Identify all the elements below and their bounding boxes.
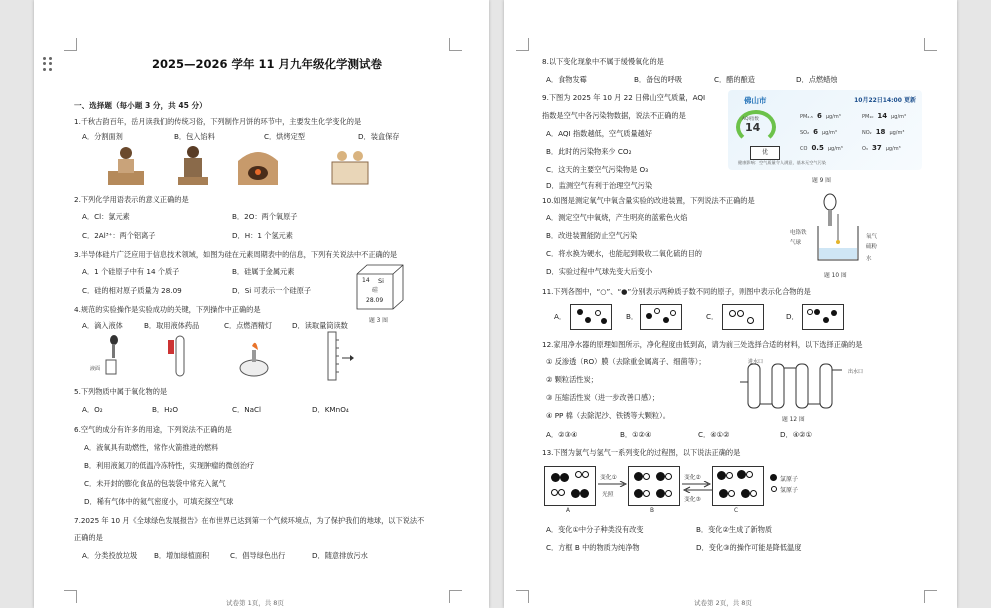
option-b: B．①②④	[620, 430, 652, 439]
aqi-gauge-label: AQI指数	[742, 117, 759, 122]
figure-caption: 题 3 图	[369, 318, 388, 324]
reaction-box-b	[628, 466, 680, 506]
crop-mark	[64, 38, 77, 51]
filter-item-3: ③ 压缩活性炭（进一步改善口感）；	[546, 393, 659, 402]
illustration-dough-cutting	[106, 143, 146, 187]
option-a: A．分类投放垃圾	[82, 551, 138, 560]
legend-chlorine: 氯原子	[780, 476, 799, 483]
figure-caption: 题 9 图	[812, 178, 831, 184]
option-d: D．稀有气体中的氦气密度小，可填充探空气球	[84, 497, 234, 506]
option-c: C．④①②	[698, 430, 730, 439]
option-a: A．分割面剂	[82, 132, 123, 141]
pollutant-pm25: PM₂.₅ 6 μg/m³	[800, 112, 841, 120]
crop-mark	[924, 590, 937, 603]
illustration-alcohol-lamp	[232, 336, 272, 378]
question-8-options	[546, 75, 886, 85]
option-c: C．醋的酿造	[714, 75, 755, 84]
question-5-stem: 5.下列物质中属于氧化物的是	[74, 387, 168, 396]
option-a: A．O₂	[82, 405, 103, 414]
atomic-mass: 28.09	[366, 297, 384, 304]
option-a: A．食物发霉	[546, 75, 587, 84]
page-footer: 试卷第 1页，共 8页	[226, 599, 284, 607]
question-12-stem: 12.家用净水器的原理如图所示，净化程度由低到高，请为前三处选择合适的材料，以下选择正确的是	[542, 340, 863, 349]
option-d: D．读取量筒读数	[292, 321, 348, 330]
filter-item-4: ④ PP 棉（去除泥沙、铁锈等大颗粒）。	[546, 411, 670, 420]
option-c: C．将水换为硬水，也能起到吸收二氧化硫的目的	[546, 249, 702, 258]
question-12-options	[546, 430, 846, 440]
aqi-city: 佛山市	[744, 96, 767, 105]
question-1-stem: 1.千秋古韵百年，岳月读我们的传统习俗，下列制作月饼的环节中，主要发生化学变化的是	[74, 117, 362, 126]
document-page-2	[504, 0, 957, 608]
option-c: C．	[706, 312, 719, 321]
filter-item-2: ② 颗粒活性炭；	[546, 375, 598, 384]
crop-mark	[516, 38, 529, 51]
figure-caption: 题 10 图	[824, 273, 847, 279]
aqi-health-note: 健康影响：空气质量令人满意，基本无空气污染	[738, 160, 826, 165]
question-7-stem: 7.2025 年 10 月《全球绿色发展报告》在布世界已达到第一个气候环境点，为了保护我们的地球，以下说法不	[74, 516, 425, 525]
option-d: D．随意排放污水	[312, 551, 368, 560]
periodic-table-cell-silicon	[356, 264, 404, 310]
option-d: D．④②①	[780, 430, 813, 439]
legend-hydrogen-icon	[771, 486, 777, 492]
crop-mark	[449, 590, 462, 603]
question-10-stem: 10.如图是测定氧气中氧含量实验的改进装置，下列说法不正确的是	[542, 196, 755, 205]
question-9-stem: 9.下图为 2025 年 10 月 22 日佛山空气质量，AQI	[542, 93, 706, 102]
option-a: A．滴入液体	[82, 321, 123, 330]
option-c: C．NaCl	[232, 405, 262, 414]
question-2-options	[82, 212, 442, 242]
question-1-options	[82, 132, 442, 142]
illustration-boxing	[328, 146, 372, 186]
option-c: C．方框 B 中的物质为纯净物	[546, 543, 640, 552]
question-3-stem: 3.半导体硅片广泛应用于信息技术领域，如图为硅在元素周期表中的信息，下列有关说法中不正确的是	[74, 250, 398, 259]
pollutant-co: CO 0.5 μg/m³	[800, 144, 843, 152]
box-label-a: A	[566, 508, 570, 514]
question-13-stem: 13.下图为氯气与氢气一系列变化的过程图，以下说法正确的是	[542, 448, 741, 457]
option-b: B．变化②生成了新物质	[696, 525, 773, 534]
question-2-stem: 2.下列化学用语表示的意义正确的是	[74, 195, 189, 204]
question-7-stem-continued: 正确的是	[74, 533, 103, 542]
option-c: C．这天的主要空气污染物是 O₃	[546, 165, 649, 174]
arrow-bidirectional-icon	[682, 481, 712, 493]
question-11-stem: 11.下列各图中，“○”、“●”分别表示两种质子数不同的原子，则图中表示化合物的是	[542, 287, 811, 296]
illustration-combustion-apparatus	[814, 192, 864, 268]
option-d: D．点燃蜡烛	[796, 75, 838, 84]
option-c: C．硅的相对原子质量为 28.09	[82, 286, 182, 295]
option-b: B．包入馅料	[174, 132, 215, 141]
pollutant-so2: SO₂ 6 μg/m³	[800, 128, 837, 136]
pollutant-pm10: PM₁₀ 14 μg/m³	[862, 112, 907, 120]
option-d: D．实验过程中气球先变大后变小	[546, 267, 653, 276]
box-label-b: B	[650, 508, 654, 514]
option-b: B．H₂O	[152, 405, 179, 414]
molecule-box-b	[640, 304, 682, 330]
option-a: A．②③④	[546, 430, 578, 439]
change-1-label: 变化①	[600, 475, 617, 481]
option-c: C．未开封的膨化食品的包装袋中常充入氮气	[84, 479, 226, 488]
reaction-box-a	[544, 466, 596, 506]
molecule-box-a	[570, 304, 612, 330]
option-a: A．变化①中分子种类没有改变	[546, 525, 644, 534]
label-electric-iron: 电铬铁	[790, 230, 807, 236]
label-water-outlet: 出水口	[848, 369, 864, 375]
aqi-update-time: 10月22日14:00 更新	[854, 97, 916, 104]
option-d: D．KMnO₄	[312, 405, 349, 414]
molecule-box-d	[802, 304, 844, 330]
figure-caption: 题 12 图	[782, 417, 805, 423]
option-b: B．增加绿植面积	[154, 551, 210, 560]
aqi-quality: 优	[750, 146, 780, 160]
option-d: D．变化③的操作可能是降低温度	[696, 543, 802, 552]
arrow-right-icon	[598, 481, 628, 487]
option-b: B．此时的污染物来少 CO₂	[546, 147, 632, 156]
option-b: B．利用液氮刀的低温冷冻特性，实现肿瘤的微创治疗	[84, 461, 255, 470]
option-d: D．	[786, 312, 799, 321]
option-b: B．改进装置能防止空气污染	[546, 231, 638, 240]
atomic-number: 14	[362, 277, 370, 284]
question-5-options	[82, 405, 382, 415]
label-water: 水	[866, 256, 872, 262]
illustration-oven-baking	[234, 143, 282, 187]
question-13-options	[546, 525, 886, 555]
pollutant-o3: O₃ 37 μg/m³	[862, 144, 901, 152]
crop-mark	[64, 590, 77, 603]
option-c: C．烘烤定型	[264, 132, 305, 141]
aqi-value: 14	[745, 121, 761, 134]
option-b: B．硅属于金属元素	[232, 267, 295, 276]
option-d: D．Si 可表示一个硅原子	[232, 286, 312, 295]
drag-handle-icon[interactable]	[43, 57, 53, 71]
option-b: B．2O：两个氧原子	[232, 212, 298, 221]
section-heading: 一、选择题（每小题 3 分，共 45 分）	[74, 101, 207, 110]
illustration-dropper	[96, 334, 126, 376]
document-page-1	[34, 0, 489, 608]
liquid-surface-label: 液面	[90, 366, 101, 372]
illustration-test-tube	[164, 334, 194, 380]
question-3-options	[82, 267, 382, 297]
question-6-stem: 6.空气的成分有许多的用途，下列说法不正确的是	[74, 425, 232, 434]
aqi-card	[728, 90, 922, 170]
pollutant-no2: NO₂ 18 μg/m³	[862, 128, 905, 136]
option-a: A．测定空气中氧烧，产生明亮的蓝紫色火焰	[546, 213, 688, 222]
option-c: C．点燃酒精灯	[224, 321, 273, 330]
change-1-condition: 光照	[602, 492, 614, 498]
illustration-measuring-cylinder	[318, 330, 358, 382]
label-oxygen: 氧气	[866, 234, 878, 240]
question-7-options	[82, 551, 422, 561]
reaction-box-c	[712, 466, 764, 506]
crop-mark	[449, 38, 462, 51]
illustration-filling	[174, 143, 212, 187]
question-4-stem: 4.规范的实验操作是实验成功的关键，下列操作中正确的是	[74, 305, 261, 314]
option-b: B．备包的呼吸	[634, 75, 683, 84]
label-balloon: 气球	[790, 240, 802, 246]
label-water-inlet: 进水口	[748, 359, 764, 365]
change-3-label: 变化③	[684, 497, 701, 503]
page-title: 2025—2026 学年 11 月九年级化学测试卷	[152, 57, 383, 71]
option-a: A．	[554, 312, 567, 321]
element-name: 硅	[372, 287, 379, 294]
option-a: A．Cl：氯元素	[82, 212, 130, 221]
option-d: D．H：1 个氢元素	[232, 231, 293, 240]
box-label-c: C	[734, 508, 739, 514]
element-symbol: Si	[378, 277, 384, 285]
legend-hydrogen: 氢原子	[780, 487, 799, 494]
question-9-stem-continued: 指数是空气中各污染物数据，说法不正确的是	[542, 111, 686, 120]
option-c: C．2Al³⁺：两个铝离子	[82, 231, 156, 240]
option-d: D．监测空气有利于治理空气污染	[546, 181, 653, 190]
option-a: A．液氧具有助燃性，常作火箭推进的燃料	[84, 443, 219, 452]
question-8-stem: 8.以下变化现象中不属于缓慢氧化的是	[542, 57, 664, 66]
change-2-label: 变化②	[684, 475, 701, 481]
crop-mark	[516, 590, 529, 603]
option-b: B．取用液体药品	[144, 321, 200, 330]
option-c: C．倡导绿色出行	[230, 551, 286, 560]
legend-chlorine-icon	[770, 474, 777, 481]
crop-mark	[924, 38, 937, 51]
page-footer: 试卷第 2页，共 8页	[694, 599, 752, 607]
label-sulfur: 硫粉	[866, 244, 878, 250]
molecule-box-c	[722, 304, 764, 330]
option-a: A．AQI 指数越低，空气质量越好	[546, 129, 653, 138]
filter-item-1: ① 反渗透（RO）膜（去除重金属离子、细菌等）；	[546, 357, 706, 366]
option-b: B．	[626, 312, 639, 321]
option-a: A．1 个硅原子中有 14 个质子	[82, 267, 180, 276]
option-d: D．装盒保存	[358, 132, 400, 141]
